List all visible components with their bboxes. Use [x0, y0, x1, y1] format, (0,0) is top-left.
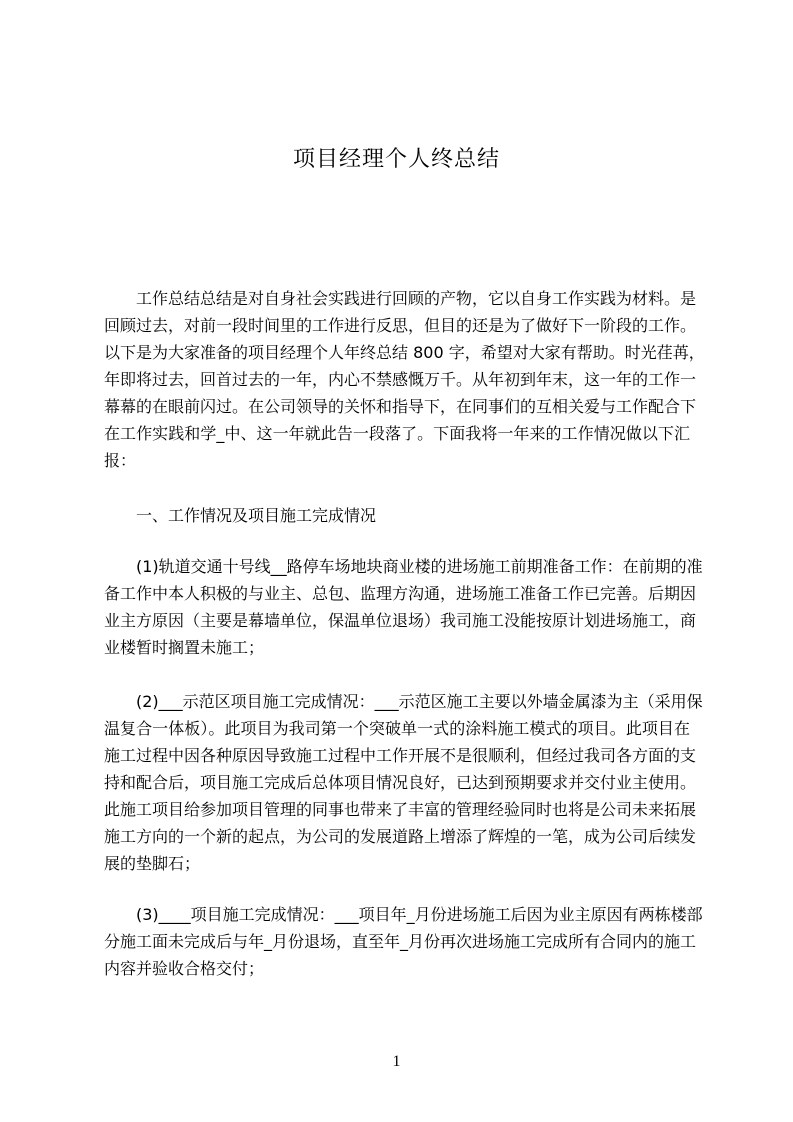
text-line: (1)轨道交通十号线__路停车场地块商业楼的进场施工前期准备工作：在前期的准 — [136, 557, 703, 576]
text-line: 回顾过去，对前一段时间里的工作进行反思，但目的还是为了做好下一阶段的工作。 — [104, 316, 697, 335]
page-number: 1 — [392, 1053, 401, 1070]
text-line: 此施工项目给参加项目管理的同事也带来了丰富的管理经验同时也将是公司未来拓展 — [104, 800, 697, 819]
text-line: 温复合一体板）。此项目为我司第一个突破单一式的涂料施工模式的项目。此项目在 — [104, 719, 690, 738]
text-line: (3)____项目施工完成情况：___项目年_月份进场施工后因为业主原因有两栋楼部 — [136, 905, 703, 924]
intro-paragraph — [104, 285, 705, 474]
item-2-paragraph — [104, 688, 703, 877]
section-heading: 一、工作情况及项目施工完成情况 — [136, 506, 377, 525]
item-3-paragraph — [104, 901, 703, 982]
text-line: 持和配合后，项目施工完成后总体项目情况良好，已达到预期要求并交付业主使用。 — [104, 773, 697, 792]
text-line: 年即将过去，回首过去的一年，内心不禁感慨万千。从年初到年末，这一年的工作一 — [104, 370, 697, 389]
item-1-paragraph — [104, 553, 703, 661]
text-line: 以下是为大家准备的项目经理个人年终总结 800 字，希望对大家有帮助。时光荏苒， — [104, 343, 705, 362]
document-title: 项目经理个人终总结 — [292, 147, 500, 172]
text-line: (2)___示范区项目施工完成情况：___示范区施工主要以外墙金属漆为主（采用保 — [136, 692, 703, 711]
text-line: 报： — [104, 451, 137, 470]
text-line: 施工过程中因各种原因导致施工过程中工作开展不是很顺利，但经过我司各方面的支 — [104, 746, 697, 765]
text-line: 分施工面未完成后与年_月份退场，直至年_月份再次进场施工完成所有合同内的施工 — [104, 932, 697, 951]
text-line: 内容并验收合格交付； — [104, 959, 265, 978]
text-line: 备工作中本人积极的与业主、总包、监理方沟通，进场施工准备工作已完善。后期因 — [104, 584, 697, 603]
text-line: 工作总结总结是对自身社会实践进行回顾的产物，它以自身工作实践为材料。是 — [136, 289, 697, 308]
text-line: 展的垫脚石； — [104, 854, 201, 873]
text-line: 业主方原因（主要是幕墙单位，保温单位退场）我司施工没能按原计划进场施工，商 — [104, 611, 697, 630]
text-line: 幕幕的在眼前闪过。在公司领导的关怀和指导下，在同事们的互相关爱与工作配合下 — [104, 397, 697, 416]
text-line: 在工作实践和学_中、这一年就此告一段落了。下面我将一年来的工作情况做以下汇 — [104, 424, 690, 443]
text-line: 施工方向的一个新的起点，为公司的发展道路上增添了辉煌的一笔，成为公司后续发 — [104, 827, 697, 846]
text-line: 业楼暂时搁置未施工； — [104, 638, 265, 657]
